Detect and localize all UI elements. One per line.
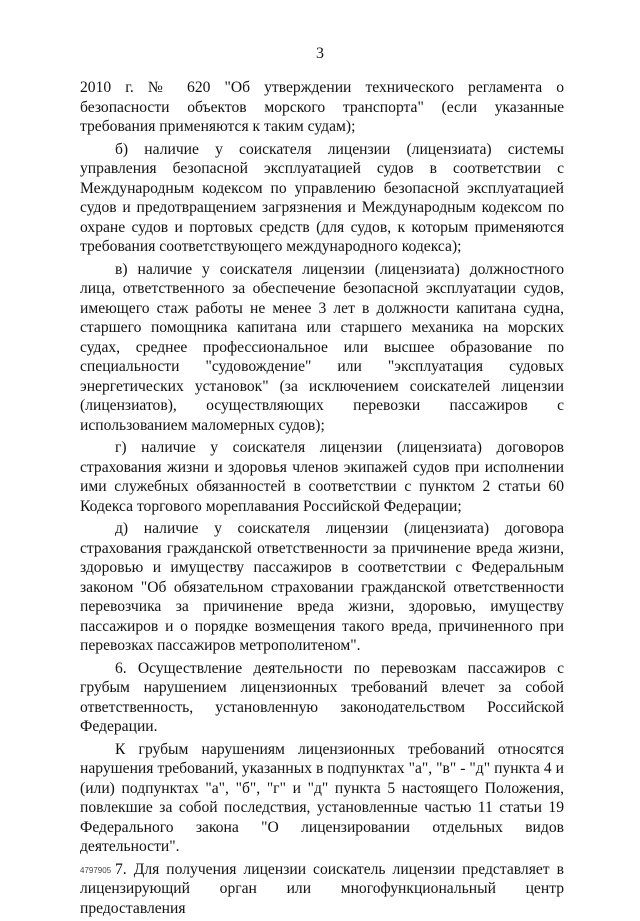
paragraph-subitem-d: д) наличие у соискателя лицензии (лицензиата) договора страхования гражданской ответственности за причинение вреда жизни, здоровью и имуществу пассажиров в соответствии с Федеральным законом "Об обязательном страховании гражданской ответственности перевозчика за причинение вреда жизни, здоровью, имуществу пассажиров и о порядке возмещения такого вреда, причиненного при перевозках пассажиров метрополитеном".	[80, 520, 564, 654]
paragraph-subitem-b: б) наличие у соискателя лицензии (лицензиата) системы управления безопасной эксплуатацией судов в соответствии с Международным кодексом по управлению безопасной эксплуатацией судов и предотвращением загрязнения и Международным кодексом по охране судов и портовых средств (для судов, к которым применяются требования соответствующего международного кодекса);	[80, 140, 564, 255]
document-body	[80, 78, 564, 921]
paragraph-gross-violations: К грубым нарушениям лицензионных требований относятся нарушения требований, указанных в подпунктах "а", "в" - "д" пункта 4 и (или) подпунктах "а", "б", "г" и "д" пункта 5 настоящего Положения, повлекшие за собой последствия, установленные частью 11 статьи 19 Федерального закона "О лицензировании отдельных видов деятельности".	[80, 740, 564, 855]
paragraph-continuation: 2010 г. № 620 "Об утверждении технического регламента о безопасности объектов морского транспорта" (если указанные требования применяются к таким судам);	[80, 79, 564, 135]
page-number: 3	[316, 45, 324, 62]
paragraph-subitem-g: г) наличие у соискателя лицензии (лицензиата) договоров страхования жизни и здоровья членов экипажей судов при исполнении ими служебных обязанностей в соответствии с пунктом 2 статьи 60 Кодекса торгового мореплавания Российской Федерации;	[80, 439, 564, 515]
paragraph-subitem-v: в) наличие у соискателя лицензии (лицензиата) должностного лица, ответственного за обеспечение безопасной эксплуатации судов, имеющего стаж работы не менее 3 лет в должности капитана судна, старшего помощника капитана или старшего механика на морских судах, среднее профессиональное или высшее образование по специальности "судовождение" или "эксплуатация судовых энергетических установок" (за исключением соискателей лицензии (лицензиатов), осуществляющих перевозки пассажиров с использованием маломерных судов);	[80, 260, 564, 434]
paragraph-item-6: 6. Осуществление деятельности по перевозкам пассажиров с грубым нарушением лицензионных требований влечет за собой ответственность, установленную законодательством Российской Федерации.	[80, 659, 564, 735]
document-id: 4797905	[80, 866, 112, 875]
paragraph-item-7: 7. Для получения лицензии соискатель лицензии представляет в лицензирующий орган или многофункциональный центр предоставления	[80, 860, 564, 917]
